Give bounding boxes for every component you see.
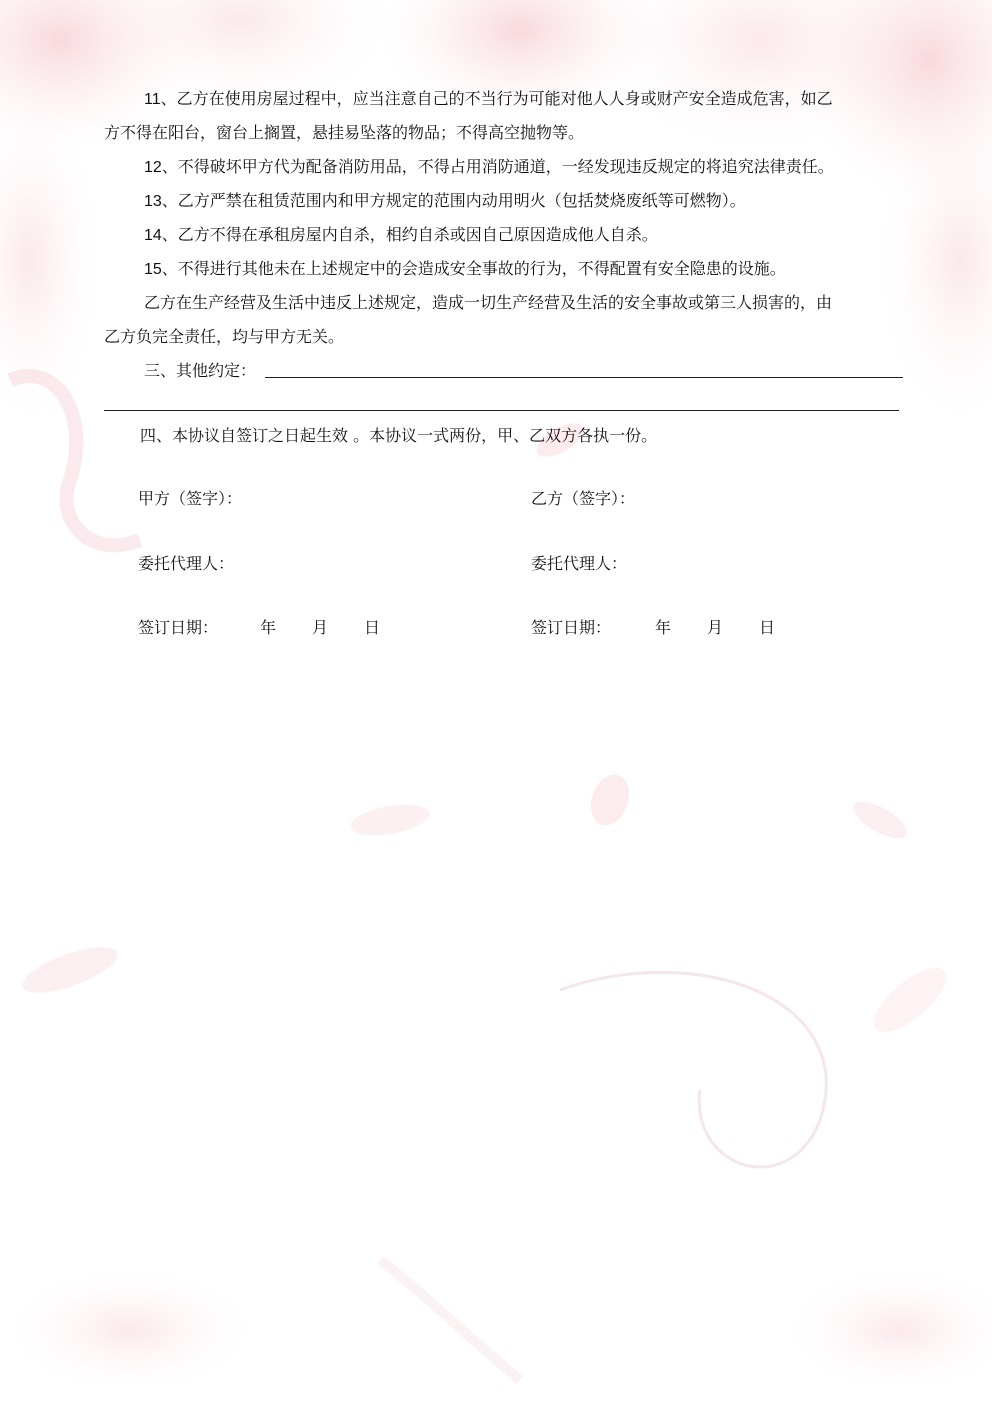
clause-text: 、乙方在使用房屋过程中，应当注意自己的不当行为可能对他人人身或财产安全造成危害，如乙 bbox=[160, 89, 833, 108]
clause-11-line2 bbox=[104, 123, 584, 143]
day-label: 日 bbox=[364, 618, 381, 637]
clause-number: 15 bbox=[144, 261, 162, 278]
section-4-text: 四、本协议自签订之日起生效 。本协议一式两份，甲、乙双方各执一份。 bbox=[140, 426, 658, 445]
clause-14 bbox=[144, 225, 658, 246]
clause-15 bbox=[144, 259, 786, 280]
liability-line1: 乙方在生产经营及生活中违反上述规定，造成一切生产经营及生活的安全事故或第三人损害的，由 bbox=[144, 293, 833, 312]
clause-12 bbox=[144, 157, 834, 178]
party-b-signature-label: 乙方（签字）： bbox=[531, 489, 636, 508]
date-label: 签订日期： bbox=[138, 618, 219, 637]
clause-text: 、不得进行其他未在上述规定中的会造成安全事故的行为，不得配置有安全隐患的设施。 bbox=[161, 259, 786, 278]
date-label: 签订日期： bbox=[531, 618, 612, 637]
party-a-date bbox=[138, 618, 380, 638]
other-terms-blank-line-1 bbox=[265, 377, 903, 378]
clause-11-line1 bbox=[144, 89, 833, 110]
clause-number: 11 bbox=[144, 91, 161, 108]
clause-text: 、不得破坏甲方代为配备消防用品，不得占用消防通道，一经发现违反规定的将追究法律责任。 bbox=[161, 157, 834, 176]
clause-text-continued: 方不得在阳台，窗台上搁置，悬挂易坠落的物品；不得高空抛物等。 bbox=[104, 123, 585, 142]
other-terms-blank-line-2 bbox=[104, 410, 899, 411]
clause-number: 14 bbox=[144, 227, 162, 244]
clause-text: 、乙方不得在承租房屋内自杀，相约自杀或因自己原因造成他人自杀。 bbox=[161, 225, 658, 244]
year-label: 年 bbox=[655, 618, 672, 637]
section-3-label: 三、其他约定： bbox=[144, 361, 257, 380]
party-a-signature-label: 甲方（签字）： bbox=[138, 489, 243, 508]
clause-number: 13 bbox=[144, 193, 162, 210]
clause-13 bbox=[144, 191, 746, 212]
clause-number: 12 bbox=[144, 159, 162, 176]
day-label: 日 bbox=[759, 618, 776, 637]
party-a-agent-label: 委托代理人： bbox=[138, 554, 235, 573]
liability-line2: 乙方负完全责任，均与甲方无关。 bbox=[104, 327, 345, 346]
month-label: 月 bbox=[707, 618, 724, 637]
clause-text: 、乙方严禁在租赁范围内和甲方规定的范围内动用明火（包括焚烧废纸等可燃物）。 bbox=[161, 191, 746, 210]
party-b-agent-label: 委托代理人： bbox=[531, 554, 628, 573]
month-label: 月 bbox=[312, 618, 329, 637]
party-b-date bbox=[531, 618, 775, 638]
year-label: 年 bbox=[260, 618, 277, 637]
